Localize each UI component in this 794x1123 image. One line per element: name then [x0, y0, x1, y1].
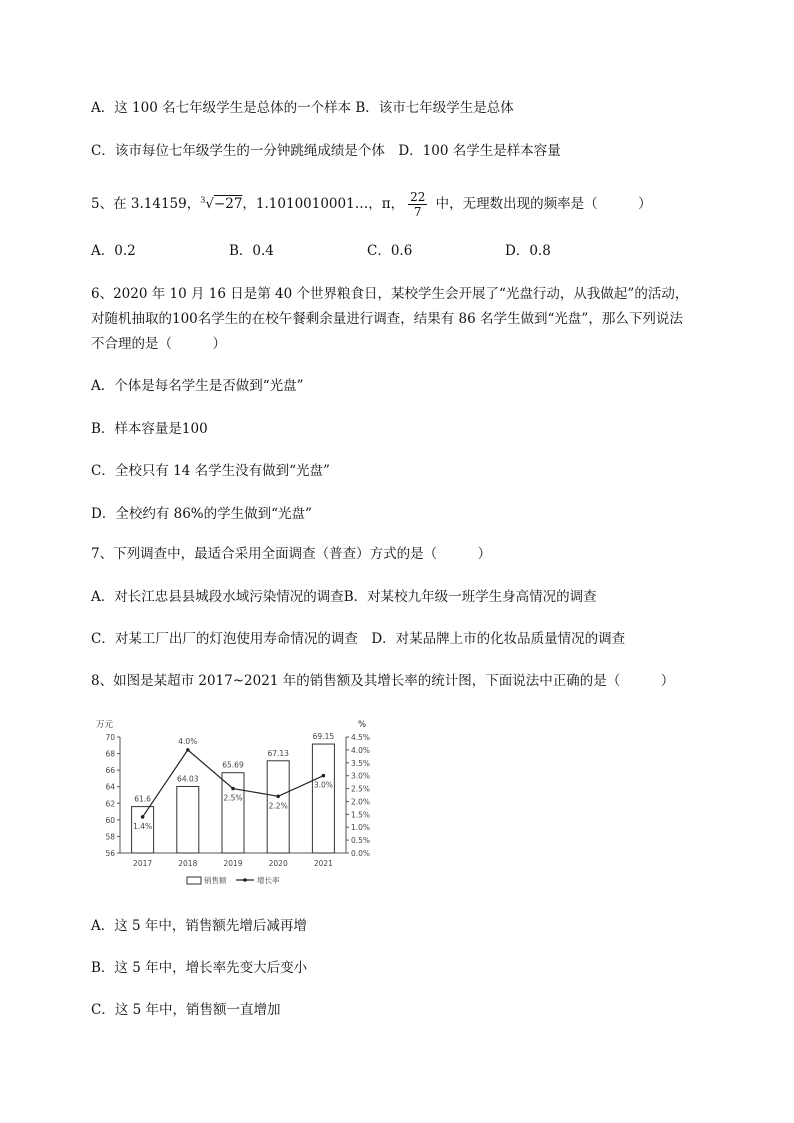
q8-stem: 8、如图是某超市 2017~2021 年的销售额及其增长率的统计图，下面说法中正确的是（ ）	[91, 673, 675, 689]
q5-options	[91, 242, 643, 260]
q7-options-cd: C．对某工厂出厂的灯泡使用寿命情况的调查 D．对某品牌上市的化妆品质量情况的调查	[91, 631, 626, 647]
legend-line-marker	[243, 878, 247, 882]
q5-option-a: A．0.2	[91, 243, 136, 259]
q8-option-c: C．这 5 年中，销售额一直增加	[91, 1002, 281, 1018]
sales-data-label: 67.13	[267, 748, 289, 758]
growth-rate-label: 2.2%	[268, 801, 288, 811]
x-tick-label: 2018	[178, 859, 198, 868]
sales-bar	[222, 773, 244, 853]
q5-stem-post: 中，无理数出现的频率是（ ）	[431, 196, 652, 212]
fraction-denominator: 7	[413, 205, 422, 219]
q6-stem-line1: 6、2020 年 10 月 16 日是第 40 个世界粮食日，某校学生会开展了“光盘行动，从我做起”的活动，	[91, 286, 689, 302]
q5-option-d: D．0.8	[505, 243, 551, 259]
left-tick-label: 64	[105, 782, 115, 792]
right-tick-label: 0.0%	[351, 849, 371, 858]
growth-rate-point	[322, 774, 326, 778]
x-tick-label: 2017	[133, 859, 153, 868]
sales-bar	[312, 744, 334, 853]
right-tick-label: 0.5%	[351, 836, 371, 846]
growth-rate-point	[231, 787, 235, 791]
right-tick-label: 4.0%	[351, 745, 371, 755]
fraction	[408, 190, 427, 219]
q4-option-line2: C．该市每位七年级学生的一分钟跳绳成绩是个体 D．100 名学生是样本容量	[91, 143, 561, 159]
q6-stem-line3: 不合理的是（ ）	[91, 336, 226, 352]
radical-sign: √	[205, 196, 214, 212]
sales-growth-chart	[88, 712, 388, 897]
growth-rate-point	[141, 815, 145, 819]
growth-rate-label: 3.0%	[313, 780, 333, 790]
q8-option-b: B．这 5 年中，增长率先变大后变小	[91, 960, 308, 976]
right-tick-label: 1.5%	[351, 810, 371, 820]
q6-option-a: A．个体是每名学生是否做到“光盘”	[91, 378, 304, 394]
legend-bar-swatch	[187, 877, 201, 884]
q6-option-c: C．全校只有 14 名学生没有做到“光盘”	[91, 463, 330, 479]
sales-data-label: 69.15	[312, 732, 335, 742]
legend-bar-label: 销售额	[204, 876, 227, 885]
q5-option-b: B．0.4	[229, 243, 274, 259]
q4-option-line1: A．这 100 名七年级学生是总体的一个样本 B．该市七年级学生是总体	[91, 100, 514, 116]
right-tick-label: 1.0%	[351, 823, 371, 833]
q6-stem-line2: 对随机抽取的100名学生的在校午餐剩余量进行调查，结果有 86 名学生做到“光盘”，那么下列说法	[91, 311, 683, 327]
q5-stem	[91, 190, 652, 219]
left-tick-label: 60	[105, 815, 115, 825]
q5-stem-mid: ，1.1010010001…，π，	[242, 196, 405, 212]
growth-rate-label: 4.0%	[178, 736, 198, 746]
q8-option-a: A．这 5 年中，销售额先增后减再增	[91, 918, 307, 934]
right-axis-title: %	[358, 720, 367, 730]
left-tick-label: 70	[105, 733, 115, 742]
left-tick-label: 58	[105, 832, 115, 842]
left-axis-title: 万元	[96, 720, 114, 730]
q5-option-c: C．0.6	[367, 243, 413, 259]
right-tick-label: 4.5%	[351, 733, 371, 742]
growth-rate-point	[186, 748, 190, 752]
q6-option-b: B．样本容量是100	[91, 421, 208, 437]
radicand: −27	[213, 196, 243, 212]
left-tick-label: 66	[105, 766, 115, 776]
legend-line-label: 增长率	[257, 876, 280, 885]
right-tick-label: 2.5%	[351, 784, 371, 794]
left-tick-label: 62	[105, 799, 115, 809]
right-tick-label: 2.0%	[351, 797, 371, 807]
q7-stem: 7、下列调查中，最适合采用全面调查（普查）方式的是（ ）	[91, 546, 492, 562]
left-tick-label: 56	[105, 849, 115, 858]
right-tick-label: 3.5%	[351, 758, 371, 768]
q5-stem-pre: 5、在 3.14159，	[91, 196, 201, 212]
cube-root-index: 3	[200, 195, 206, 205]
sales-data-label: 61.6	[134, 794, 151, 804]
fraction-numerator: 22	[410, 190, 426, 204]
q7-options-ab: A．对长江忠县县城段水域污染情况的调查B．对某校九年级一班学生身高情况的调查	[91, 589, 597, 605]
x-tick-label: 2020	[268, 859, 288, 868]
growth-rate-label: 1.4%	[133, 821, 153, 831]
right-tick-label: 3.0%	[351, 771, 371, 781]
sales-data-label: 65.69	[222, 760, 244, 770]
x-tick-label: 2019	[223, 859, 243, 868]
growth-rate-label: 2.5%	[223, 793, 243, 803]
sales-bar	[177, 786, 199, 853]
q6-option-d: D．全校约有 86%的学生做到“光盘”	[91, 506, 312, 522]
sales-data-label: 64.03	[177, 774, 199, 784]
left-tick-label: 68	[105, 749, 115, 759]
x-tick-label: 2021	[313, 859, 333, 868]
growth-rate-point	[276, 794, 280, 798]
